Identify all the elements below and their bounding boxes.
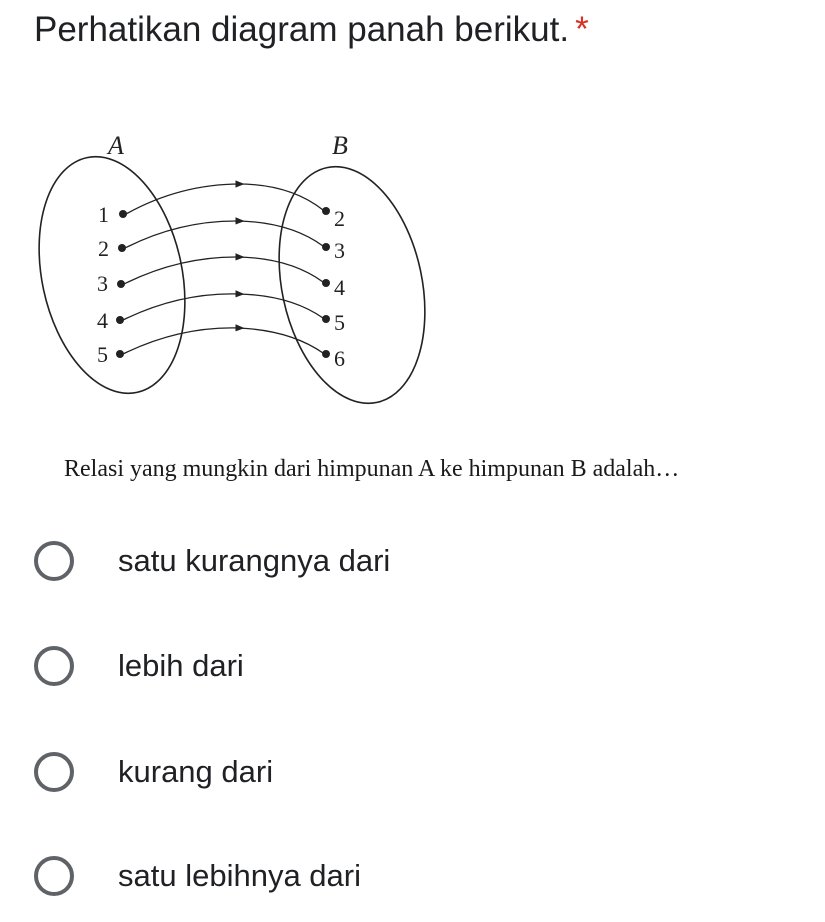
set-a-element: 5 xyxy=(97,342,108,367)
set-a-element: 4 xyxy=(97,308,108,333)
radio-button[interactable] xyxy=(34,541,74,581)
option-label: kurang dari xyxy=(118,754,274,789)
set-b-point xyxy=(322,315,330,323)
option-label: lebih dari xyxy=(118,648,244,683)
arrow-2-to-3 xyxy=(125,221,240,248)
set-b-element: 5 xyxy=(334,310,345,335)
set-b-point xyxy=(322,207,330,215)
set-b-element: 2 xyxy=(334,206,345,231)
set-a-point xyxy=(116,316,124,324)
option-satu-kurangnya-dari[interactable] xyxy=(34,537,390,585)
arrow-diagram xyxy=(30,120,450,420)
question-title-text: Perhatikan diagram panah berikut. xyxy=(34,10,570,49)
set-b-point xyxy=(322,243,330,251)
set-b-ellipse xyxy=(259,153,446,417)
set-b-element: 3 xyxy=(334,238,345,263)
arrow-4-to-5-tail xyxy=(238,294,323,318)
set-b-element: 6 xyxy=(334,346,345,371)
arrow-1-to-2 xyxy=(126,184,240,214)
required-marker: * xyxy=(575,10,589,49)
set-b-element: 4 xyxy=(334,275,345,300)
set-b-label: B xyxy=(332,131,348,160)
option-label: satu lebihnya dari xyxy=(118,858,361,893)
option-satu-lebihnya-dari[interactable] xyxy=(34,852,361,900)
radio-button[interactable] xyxy=(34,646,74,686)
arrow-5-to-6-tail xyxy=(238,328,323,353)
radio-button[interactable] xyxy=(34,856,74,896)
set-a-element: 1 xyxy=(98,202,109,227)
question-prompt: Relasi yang mungkin dari himpunan A ke himpunan B adalah… xyxy=(64,456,680,482)
option-label: satu kurangnya dari xyxy=(118,543,391,578)
set-a-point xyxy=(118,244,126,252)
set-a-point xyxy=(117,280,125,288)
set-b-point xyxy=(322,279,330,287)
set-a-element: 3 xyxy=(97,271,108,296)
set-a-ellipse xyxy=(30,143,205,407)
radio-button[interactable] xyxy=(34,752,74,792)
set-a-point xyxy=(116,350,124,358)
arrow-4-to-5 xyxy=(123,294,240,320)
set-b-point xyxy=(322,350,330,358)
set-a-label: A xyxy=(108,131,124,160)
set-a-element: 2 xyxy=(98,236,109,261)
option-lebih-dari[interactable] xyxy=(34,642,244,690)
arrow-1-to-2-tail xyxy=(238,184,323,210)
question-title xyxy=(34,6,589,54)
option-kurang-dari[interactable] xyxy=(34,748,273,796)
set-a-point xyxy=(119,210,127,218)
arrow-diagram-svg xyxy=(30,120,450,420)
